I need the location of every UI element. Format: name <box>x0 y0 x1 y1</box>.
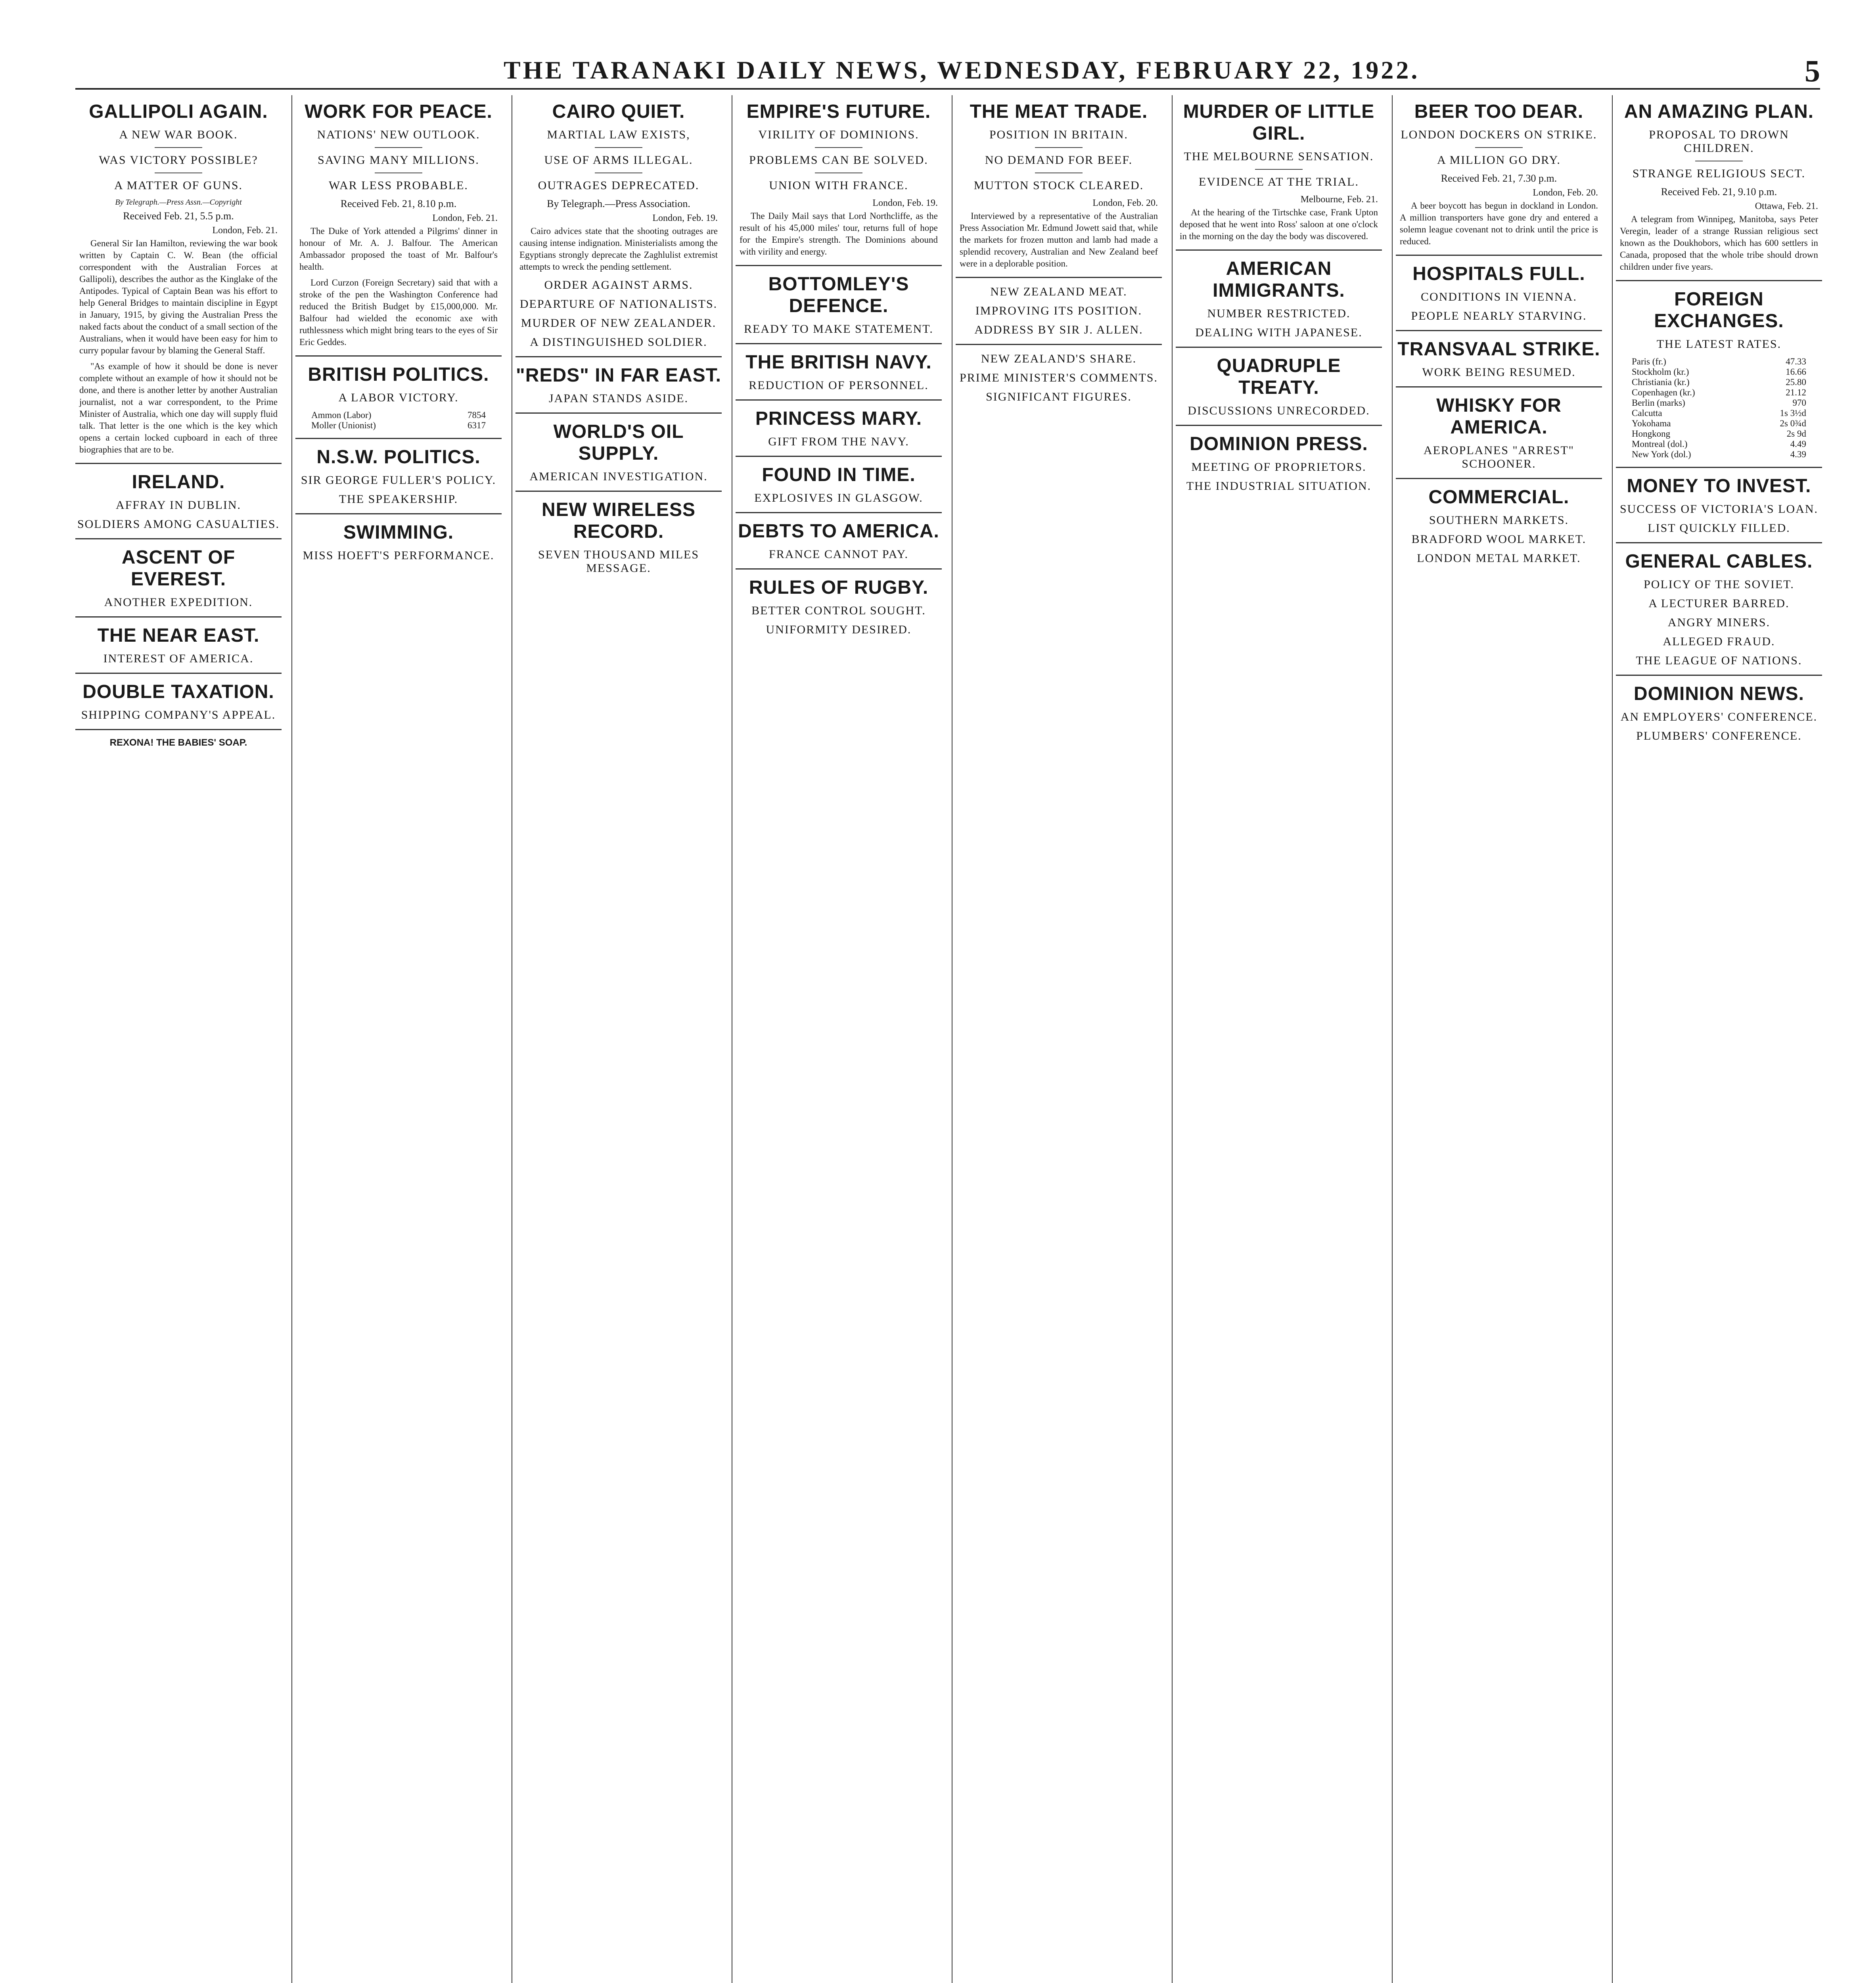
headline: MONEY TO INVEST. <box>1627 476 1811 497</box>
dateline: London, Feb. 21. <box>432 213 498 223</box>
subheading: AFFRAY IN DUBLIN. <box>116 499 241 512</box>
subheading: THE LEAGUE OF NATIONS. <box>1636 654 1802 667</box>
headline: DOMINION PRESS. <box>1190 433 1368 455</box>
subheading: SAVING MANY MILLIONS. <box>318 153 479 167</box>
headline: THE NEAR EAST. <box>97 625 260 646</box>
headline: RULES OF RUGBY. <box>749 577 929 598</box>
headline: WHISKY FOR AMERICA. <box>1436 395 1562 438</box>
page-columns <box>75 95 1820 1983</box>
subheading: AEROPLANES "ARREST" SCHOONER. <box>1423 444 1575 470</box>
subheading: AN EMPLOYERS' CONFERENCE. <box>1620 710 1818 723</box>
election-results: Ammon (Labor) 7854 Moller (Unionist) 6317 <box>311 410 486 430</box>
advertisement-heading: REXONA! THE BABIES' SOAP. <box>109 737 247 748</box>
subheading: NUMBER RESTRICTED. <box>1207 307 1351 320</box>
subheading: DEPARTURE OF NATIONALISTS. <box>519 297 718 311</box>
subheading: A MATTER OF GUNS. <box>114 179 243 192</box>
subheading: PEOPLE NEARLY STARVING. <box>1411 309 1587 322</box>
exchange-rate-row: Yokohama 2s 0¾d <box>1632 418 1806 428</box>
headline: WORK FOR PEACE. <box>305 101 492 122</box>
headline: GALLIPOLI AGAIN. <box>89 101 268 122</box>
headline: AMERICAN IMMIGRANTS. <box>1213 258 1345 301</box>
subheading: DISCUSSIONS UNRECORDED. <box>1188 404 1370 417</box>
dateline: Ottawa, Feb. 21. <box>1755 201 1818 211</box>
article-text: A beer boycott has begun in dockland in London. A million transporters have gone dry and entered a solemn league covenant not to drink until the price is reduced. <box>1400 201 1598 246</box>
subheading: ALLEGED FRAUD. <box>1663 635 1775 648</box>
subheading: ADDRESS BY SIR J. ALLEN. <box>974 323 1143 336</box>
headline: GENERAL CABLES. <box>1625 551 1813 572</box>
received-line: By Telegraph.—Press Association. <box>547 198 690 209</box>
subheading: MARTIAL LAW EXISTS, <box>547 128 690 141</box>
subheading: NO DEMAND FOR BEEF. <box>985 153 1133 167</box>
exchange-rate-row: Berlin (marks) 970 <box>1632 398 1806 408</box>
headline: BRITISH POLITICS. <box>308 364 489 385</box>
article-text: Cairo advices state that the shooting outrages are causing intense indignation. Ministerialists among the Egyptians strongly deprecate the Zaghlulist extremist attempts to wreck the pending settlement. <box>519 226 718 272</box>
subheading: ANOTHER EXPEDITION. <box>104 596 253 609</box>
subheading: LONDON METAL MARKET. <box>1417 552 1581 565</box>
headline: CAIRO QUIET. <box>552 101 685 122</box>
subheading: USE OF ARMS ILLEGAL. <box>544 153 693 167</box>
headline: MURDER OF LITTLE GIRL. <box>1183 101 1375 144</box>
dateline: London, Feb. 20. <box>1092 198 1158 208</box>
subheading: CONDITIONS IN VIENNA. <box>1421 290 1577 303</box>
column-6 <box>1176 95 1382 1983</box>
subheading: A MILLION GO DRY. <box>1437 153 1561 167</box>
headline: EMPIRE'S FUTURE. <box>746 101 931 122</box>
dateline: London, Feb. 20. <box>1533 188 1598 198</box>
subheading: THE MELBOURNE SENSATION. <box>1184 150 1374 163</box>
subheading: MURDER OF NEW ZEALANDER. <box>521 316 717 330</box>
subheading: THE LATEST RATES. <box>1656 338 1782 351</box>
column-7 <box>1396 95 1602 1983</box>
received-line: Received Feb. 21, 5.5 p.m. <box>123 210 234 222</box>
subheading: THE INDUSTRIAL SITUATION. <box>1186 479 1372 493</box>
article-text: The Duke of York attended a Pilgrims' dinner in honour of Mr. A. J. Balfour. The American Ambassador proposed the toast of Mr. Balfour's health. <box>299 226 498 272</box>
subheading: A LECTURER BARRED. <box>1648 597 1790 610</box>
subheading: STRANGE RELIGIOUS SECT. <box>1632 167 1806 180</box>
subheading: UNIFORMITY DESIRED. <box>766 623 912 636</box>
subheading: INTEREST OF AMERICA. <box>103 652 254 665</box>
subheading: LONDON DOCKERS ON STRIKE. <box>1401 128 1597 141</box>
subheading: UNION WITH FRANCE. <box>769 179 908 192</box>
subheading: A LABOR VICTORY. <box>338 391 459 404</box>
headline: ASCENT OF EVEREST. <box>121 547 236 590</box>
exchange-rate-row: Christiania (kr.) 25.80 <box>1632 377 1806 387</box>
headline: HOSPITALS FULL. <box>1412 263 1585 284</box>
subheading: POSITION IN BRITAIN. <box>989 128 1129 141</box>
subheading: OUTRAGES DEPRECATED. <box>538 179 699 192</box>
exchange-rate-row: Hongkong 2s 9d <box>1632 429 1806 439</box>
masthead <box>75 48 1820 88</box>
received-line: Received Feb. 21, 9.10 p.m. <box>1661 186 1777 198</box>
dateline: Melbourne, Feb. 21. <box>1300 194 1378 205</box>
article-text: A telegram from Winnipeg, Manitoba, says Peter Veregin, leader of a strange Russian religious sect known as the Doukhobors, which has 600 settlers in Canada, proposed that the whole tribe should drown children under five years. <box>1620 214 1818 272</box>
headline: BOTTOMLEY'S DEFENCE. <box>768 274 909 316</box>
subheading: DEALING WITH JAPANESE. <box>1195 326 1362 339</box>
headline: SWIMMING. <box>343 522 454 543</box>
exchange-rate-row: New York (dol.) 4.39 <box>1632 449 1806 459</box>
article-text: At the hearing of the Tirtschke case, Frank Upton deposed that he went into Ross' saloon at one o'clock in the morning on the day the body was discovered. <box>1180 207 1378 241</box>
article-text: "As example of how it should be done is never complete without an example of how it should not be done, and there is another letter by another Australian journalist, not a war correspondent, to the Prime Minister of Australia, which one day will supply fluid talk. That letter is the one which is the key which opens a certain locked cupboard in each of three biographies that are to be. <box>79 361 278 455</box>
subheading: SUCCESS OF VICTORIA'S LOAN. <box>1619 502 1819 516</box>
page-number: 5 <box>1805 54 1820 88</box>
column-1 <box>75 95 282 1983</box>
dateline: London, Feb. 19. <box>872 198 938 208</box>
subheading: SEVEN THOUSAND MILES MESSAGE. <box>538 548 699 575</box>
exchange-rate-row: Copenhagen (kr.) 21.12 <box>1632 387 1806 397</box>
subheading: NATIONS' NEW OUTLOOK. <box>317 128 480 141</box>
headline: QUADRUPLE TREATY. <box>1217 355 1341 398</box>
subheading: AMERICAN INVESTIGATION. <box>529 470 708 483</box>
headline: THE MEAT TRADE. <box>970 101 1148 122</box>
headline: AN AMAZING PLAN. <box>1624 101 1814 122</box>
column-4 <box>736 95 942 1983</box>
subheading: POLICY OF THE SOVIET. <box>1644 578 1794 591</box>
article-text: Interviewed by a representative of the Australian Press Association Mr. Edmund Jowett said that, while the markets for frozen mutton and lamb had made a splendid recovery, Australian and New Zealand beef were in a deplorable position. <box>960 211 1158 268</box>
headline: TRANSVAAL STRIKE. <box>1397 339 1600 360</box>
headline: COMMERCIAL. <box>1428 487 1569 508</box>
subheading: READY TO MAKE STATEMENT. <box>744 322 933 336</box>
subheading: SOLDIERS AMONG CASUALTIES. <box>77 518 280 531</box>
exchange-rate-row: Paris (fr.) 47.33 <box>1632 357 1806 366</box>
headline: PRINCESS MARY. <box>755 408 922 429</box>
subheading: WAR LESS PROBABLE. <box>329 179 468 192</box>
subheading: MUTTON STOCK CLEARED. <box>973 179 1144 192</box>
subheading: A NEW WAR BOOK. <box>119 128 238 141</box>
subheading: PLUMBERS' CONFERENCE. <box>1636 729 1802 742</box>
article-text: General Sir Ian Hamilton, reviewing the war book written by Captain C. W. Bean (the official correspondent with the Australian Forces at Gallipoli), describes the author as the Kinglake of the Antipodes. Typical of Captain Bean was his effort to help General Bridges to maintain discipline in Egypt in January, 1915, by giving the Australian Press the naked facts about the conduct of a small section of the Australians, when it would have been easy for him to curry popular favour by blaming the General Staff. <box>79 238 278 355</box>
newspaper-title: THE TARANAKI DAILY NEWS, WEDNESDAY, FEBRUARY 22, 1922. <box>504 56 1420 84</box>
headline: WORLD'S OIL SUPPLY. <box>553 421 684 464</box>
subheading: PRIME MINISTER'S COMMENTS. <box>960 371 1158 384</box>
subheading: A DISTINGUISHED SOLDIER. <box>530 336 707 349</box>
headline: DOMINION NEWS. <box>1634 683 1804 704</box>
subheading: MISS HOEFT'S PERFORMANCE. <box>303 549 494 562</box>
subheading: BETTER CONTROL SOUGHT. <box>751 604 926 617</box>
subheading: VIRILITY OF DOMINIONS. <box>758 128 919 141</box>
headline: BEER TOO DEAR. <box>1414 101 1584 122</box>
column-5 <box>956 95 1162 1983</box>
column-2 <box>295 95 502 1983</box>
headline: "REDS" IN FAR EAST. <box>516 365 721 386</box>
subheading: MEETING OF PROPRIETORS. <box>1191 460 1366 474</box>
exchange-rate-row: Stockholm (kr.) 16.66 <box>1632 367 1806 377</box>
subheading: LIST QUICKLY FILLED. <box>1648 522 1790 535</box>
subheading: NEW ZEALAND MEAT. <box>990 285 1127 298</box>
column-8 <box>1616 95 1822 1983</box>
subheading: REDUCTION OF PERSONNEL. <box>749 379 929 392</box>
subheading: NEW ZEALAND'S SHARE. <box>981 352 1137 365</box>
column-3 <box>515 95 722 1983</box>
headline: N.S.W. POLITICS. <box>316 447 481 468</box>
headline: NEW WIRELESS RECORD. <box>541 499 696 542</box>
subheading: ORDER AGAINST ARMS. <box>544 278 693 292</box>
subheading: IMPROVING ITS POSITION. <box>975 304 1142 317</box>
subheading: THE SPEAKERSHIP. <box>339 493 458 506</box>
subheading: JAPAN STANDS ASIDE. <box>548 392 689 405</box>
article-text: The Daily Mail says that Lord Northcliffe, as the result of his 45,000 miles' tour, returns full of hope for the Empire's strength. The Dominions abound with virility and energy. <box>740 211 938 257</box>
subheading: GIFT FROM THE NAVY. <box>768 435 909 448</box>
subheading: FRANCE CANNOT PAY. <box>769 548 908 561</box>
subheading: BRADFORD WOOL MARKET. <box>1411 533 1587 546</box>
headline: FOUND IN TIME. <box>762 464 916 485</box>
exchange-rates-table <box>1632 357 1806 460</box>
dateline: London, Feb. 21. <box>212 225 278 236</box>
masthead-rule <box>75 88 1820 90</box>
exchange-rate-row: Montreal (dol.) 4.49 <box>1632 439 1806 449</box>
subheading: WAS VICTORY POSSIBLE? <box>99 153 258 167</box>
subheading: SOUTHERN MARKETS. <box>1429 514 1569 527</box>
headline: DOUBLE TAXATION. <box>82 681 274 702</box>
headline: DEBTS TO AMERICA. <box>738 521 939 542</box>
article-text: Lord Curzon (Foreign Secretary) said that with a stroke of the pen the Washington Conference had reduced the British Budget by £15,000,000. Mr. Balfour had wielded the economic axe with ruthlessness which might bring tears to the eyes of Sir Eric Geddes. <box>299 278 498 347</box>
subheading: ANGRY MINERS. <box>1667 616 1771 629</box>
headline: FOREIGN EXCHANGES. <box>1654 289 1784 332</box>
subheading: PROPOSAL TO DROWN CHILDREN. <box>1649 128 1789 155</box>
subheading: WORK BEING RESUMED. <box>1422 366 1576 379</box>
subheading: EVIDENCE AT THE TRIAL. <box>1199 175 1359 188</box>
byline: By Telegraph.—Press Assn.—Copyright <box>115 198 242 207</box>
received-line: Received Feb. 21, 7.30 p.m. <box>1441 173 1557 184</box>
subheading: SIR GEORGE FULLER'S POLICY. <box>301 474 496 487</box>
headline: IRELAND. <box>132 472 225 493</box>
subheading: EXPLOSIVES IN GLASGOW. <box>754 491 923 504</box>
received-line: Received Feb. 21, 8.10 p.m. <box>340 198 457 209</box>
headline: THE BRITISH NAVY. <box>745 352 932 373</box>
subheading: SHIPPING COMPANY'S APPEAL. <box>81 708 276 721</box>
subheading: PROBLEMS CAN BE SOLVED. <box>749 153 928 167</box>
dateline: London, Feb. 19. <box>652 213 718 223</box>
subheading: SIGNIFICANT FIGURES. <box>986 390 1132 403</box>
exchange-rate-row: Calcutta 1s 3½d <box>1632 408 1806 418</box>
